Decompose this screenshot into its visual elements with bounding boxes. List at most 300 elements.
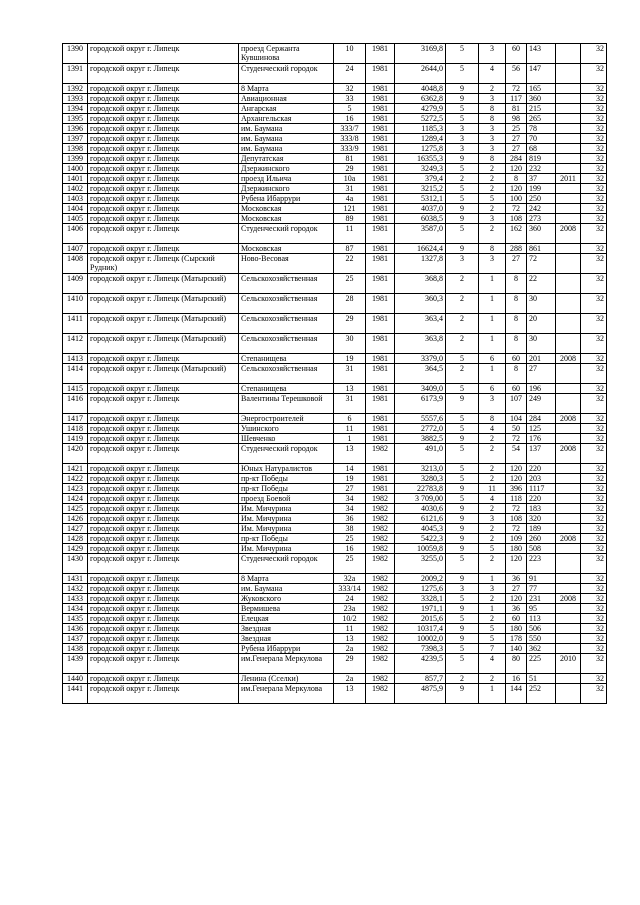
cell-municipality: городской округ г. Липецк [88, 634, 239, 644]
cell-apartments: 108 [506, 214, 527, 224]
cell-municipality: городской округ г. Липецк [88, 474, 239, 484]
cell-municipality: городской округ г. Липецк (Сырский Рудник) [88, 254, 239, 274]
cell-municipality: городской округ г. Липецк [88, 624, 239, 634]
cell-residents: 220 [527, 464, 556, 474]
cell-residents: 143 [527, 44, 556, 64]
cell-street: 8 Марта [239, 574, 334, 584]
cell-residents: 231 [527, 594, 556, 604]
cell-floors: 5 [446, 614, 479, 624]
table-row [63, 334, 607, 354]
cell-row-number: 1416 [63, 394, 88, 414]
cell-floors: 9 [446, 214, 479, 224]
cell-area: 1185,3 [395, 124, 446, 134]
cell-street: проезд Ильича [239, 174, 334, 184]
cell-apartments: 8 [506, 294, 527, 314]
cell-row-number: 1415 [63, 384, 88, 394]
cell-house-number: 333/8 [334, 134, 366, 144]
cell-area: 4030,6 [395, 504, 446, 514]
table-row [63, 474, 607, 484]
cell-apartments: 56 [506, 64, 527, 84]
cell-row-number: 1398 [63, 144, 88, 154]
cell-apartments: 8 [506, 174, 527, 184]
cell-area: 1289,4 [395, 134, 446, 144]
cell-floors: 9 [446, 574, 479, 584]
cell-apartments: 36 [506, 604, 527, 614]
cell-residents: 260 [527, 534, 556, 544]
cell-year-built: 1981 [366, 384, 395, 394]
cell-row-number: 1417 [63, 414, 88, 424]
cell-year-built: 1981 [366, 214, 395, 224]
cell-municipality: городской округ г. Липецк (Матырский) [88, 334, 239, 354]
cell-street: Архангельская [239, 114, 334, 124]
cell-floors: 5 [446, 64, 479, 84]
cell-row-number: 1412 [63, 334, 88, 354]
table-row [63, 144, 607, 154]
cell-municipality: городской округ г. Липецк [88, 584, 239, 594]
cell-repair-year [556, 494, 581, 504]
cell-residents: 72 [527, 254, 556, 274]
cell-street: Степанищева [239, 354, 334, 364]
cell-repair-year [556, 484, 581, 494]
cell-area: 3 709,00 [395, 494, 446, 504]
cell-house-number: 11 [334, 624, 366, 634]
table-row [63, 134, 607, 144]
cell-year-built: 1982 [366, 444, 395, 464]
cell-code: 32 [581, 464, 607, 474]
cell-row-number: 1413 [63, 354, 88, 364]
cell-code: 32 [581, 314, 607, 334]
table-row [63, 524, 607, 534]
table-body [63, 44, 607, 704]
cell-floors: 5 [446, 194, 479, 204]
cell-year-built: 1981 [366, 104, 395, 114]
cell-row-number: 1409 [63, 274, 88, 294]
cell-residents: 320 [527, 514, 556, 524]
cell-area: 1327,8 [395, 254, 446, 274]
cell-municipality: городской округ г. Липецк [88, 114, 239, 124]
cell-entrances: 3 [479, 124, 506, 134]
cell-street: Сельскохозяйственная [239, 314, 334, 334]
cell-municipality: городской округ г. Липецк [88, 154, 239, 164]
cell-residents: 273 [527, 214, 556, 224]
cell-floors: 5 [446, 644, 479, 654]
cell-house-number: 14 [334, 464, 366, 474]
cell-entrances: 2 [479, 174, 506, 184]
cell-repair-year: 2008 [556, 534, 581, 544]
cell-year-built: 1982 [366, 604, 395, 614]
cell-house-number: 25 [334, 534, 366, 544]
table-row [63, 574, 607, 584]
cell-house-number: 11 [334, 224, 366, 244]
cell-residents: 91 [527, 574, 556, 584]
cell-street: Сельскохозяйственная [239, 364, 334, 384]
cell-street: Студенческий городок [239, 554, 334, 574]
cell-entrances: 4 [479, 424, 506, 434]
cell-house-number: 22 [334, 254, 366, 274]
cell-area: 5272,5 [395, 114, 446, 124]
cell-residents: 78 [527, 124, 556, 134]
cell-floors: 5 [446, 384, 479, 394]
cell-repair-year [556, 614, 581, 624]
cell-apartments: 72 [506, 504, 527, 514]
cell-house-number: 10/2 [334, 614, 366, 624]
cell-row-number: 1414 [63, 364, 88, 384]
table-row [63, 194, 607, 204]
cell-area: 3215,2 [395, 184, 446, 194]
cell-code: 32 [581, 354, 607, 364]
cell-area: 4279,9 [395, 104, 446, 114]
cell-residents: 249 [527, 394, 556, 414]
cell-street: Им. Мичурина [239, 504, 334, 514]
cell-area: 16355,3 [395, 154, 446, 164]
cell-street: проезд Боевой [239, 494, 334, 504]
cell-row-number: 1421 [63, 464, 88, 474]
cell-year-built: 1982 [366, 684, 395, 704]
cell-repair-year: 2008 [556, 594, 581, 604]
cell-code: 32 [581, 494, 607, 504]
table-row [63, 634, 607, 644]
cell-apartments: 108 [506, 514, 527, 524]
cell-repair-year [556, 434, 581, 444]
cell-row-number: 1406 [63, 224, 88, 244]
cell-row-number: 1394 [63, 104, 88, 114]
cell-apartments: 80 [506, 654, 527, 674]
cell-row-number: 1418 [63, 424, 88, 434]
cell-entrances: 2 [479, 434, 506, 444]
cell-municipality: городской округ г. Липецк [88, 424, 239, 434]
cell-apartments: 27 [506, 584, 527, 594]
cell-year-built: 1981 [366, 294, 395, 314]
cell-street: Им. Мичурина [239, 524, 334, 534]
cell-municipality: городской округ г. Липецк [88, 164, 239, 174]
cell-year-built: 1982 [366, 524, 395, 534]
cell-street: Сельскохозяйственная [239, 334, 334, 354]
cell-code: 32 [581, 154, 607, 164]
cell-house-number: 333/9 [334, 144, 366, 154]
cell-area: 364,5 [395, 364, 446, 384]
cell-row-number: 1400 [63, 164, 88, 174]
cell-repair-year [556, 104, 581, 114]
cell-repair-year [556, 504, 581, 514]
cell-floors: 3 [446, 254, 479, 274]
cell-code: 32 [581, 544, 607, 554]
cell-entrances: 3 [479, 144, 506, 154]
cell-repair-year [556, 214, 581, 224]
cell-house-number: 31 [334, 364, 366, 384]
cell-street: Сельскохозяйственная [239, 294, 334, 314]
cell-residents: 176 [527, 434, 556, 444]
cell-apartments: 100 [506, 194, 527, 204]
cell-floors: 5 [446, 104, 479, 114]
cell-area: 857,7 [395, 674, 446, 684]
cell-street: 8 Марта [239, 84, 334, 94]
cell-floors: 2 [446, 294, 479, 314]
cell-code: 32 [581, 84, 607, 94]
cell-code: 32 [581, 44, 607, 64]
cell-house-number: 11 [334, 424, 366, 434]
cell-house-number: 34 [334, 494, 366, 504]
cell-house-number: 16 [334, 544, 366, 554]
cell-repair-year: 2011 [556, 174, 581, 184]
cell-residents: 265 [527, 114, 556, 124]
cell-area: 2015,6 [395, 614, 446, 624]
cell-street: им. Баумана [239, 584, 334, 594]
cell-repair-year [556, 384, 581, 394]
cell-entrances: 5 [479, 634, 506, 644]
table-row [63, 444, 607, 464]
cell-area: 2644,0 [395, 64, 446, 84]
cell-entrances: 2 [479, 524, 506, 534]
cell-area: 2772,0 [395, 424, 446, 434]
cell-area: 3255,0 [395, 554, 446, 574]
cell-apartments: 25 [506, 124, 527, 134]
cell-year-built: 1981 [366, 154, 395, 164]
cell-area: 6038,5 [395, 214, 446, 224]
cell-code: 32 [581, 204, 607, 214]
cell-area: 360,3 [395, 294, 446, 314]
cell-floors: 3 [446, 124, 479, 134]
cell-year-built: 1982 [366, 674, 395, 684]
cell-year-built: 1982 [366, 534, 395, 544]
table-row [63, 44, 607, 64]
cell-entrances: 2 [479, 504, 506, 514]
cell-area: 5557,6 [395, 414, 446, 424]
cell-floors: 9 [446, 484, 479, 494]
cell-street: Им. Мичурина [239, 514, 334, 524]
cell-apartments: 50 [506, 424, 527, 434]
cell-year-built: 1981 [366, 314, 395, 334]
cell-residents: 68 [527, 144, 556, 154]
cell-residents: 220 [527, 494, 556, 504]
cell-entrances: 2 [479, 204, 506, 214]
cell-municipality: городской округ г. Липецк [88, 544, 239, 554]
cell-street: Студенческий городок [239, 224, 334, 244]
cell-house-number: 333/14 [334, 584, 366, 594]
cell-area: 10317,4 [395, 624, 446, 634]
cell-year-built: 1981 [366, 244, 395, 254]
cell-year-built: 1981 [366, 84, 395, 94]
cell-entrances: 2 [479, 184, 506, 194]
cell-residents: 506 [527, 624, 556, 634]
cell-code: 32 [581, 474, 607, 484]
cell-residents: 27 [527, 364, 556, 384]
cell-code: 32 [581, 224, 607, 244]
cell-street: Дзержинского [239, 164, 334, 174]
cell-municipality: городской округ г. Липецк (Матырский) [88, 314, 239, 334]
cell-code: 32 [581, 274, 607, 294]
cell-residents: 508 [527, 544, 556, 554]
cell-area: 379,4 [395, 174, 446, 184]
cell-entrances: 8 [479, 104, 506, 114]
cell-residents: 284 [527, 414, 556, 424]
cell-residents: 861 [527, 244, 556, 254]
cell-house-number: 13 [334, 684, 366, 704]
cell-house-number: 10 [334, 44, 366, 64]
cell-street: Юных Натуралистов [239, 464, 334, 474]
table-row [63, 484, 607, 494]
cell-row-number: 1437 [63, 634, 88, 644]
cell-row-number: 1411 [63, 314, 88, 334]
cell-residents: 242 [527, 204, 556, 214]
cell-residents: 20 [527, 314, 556, 334]
cell-code: 32 [581, 384, 607, 394]
cell-house-number: 34 [334, 504, 366, 514]
cell-year-built: 1981 [366, 434, 395, 444]
cell-floors: 2 [446, 674, 479, 684]
cell-repair-year: 2008 [556, 354, 581, 364]
table-row [63, 654, 607, 674]
cell-entrances: 2 [479, 444, 506, 464]
cell-municipality: городской округ г. Липецк [88, 464, 239, 474]
cell-floors: 9 [446, 604, 479, 614]
cell-residents: 189 [527, 524, 556, 534]
cell-area: 22783,8 [395, 484, 446, 494]
cell-entrances: 2 [479, 474, 506, 484]
cell-municipality: городской округ г. Липецк [88, 654, 239, 674]
table-row [63, 684, 607, 704]
cell-apartments: 54 [506, 444, 527, 464]
cell-area: 6121,6 [395, 514, 446, 524]
cell-area: 3328,1 [395, 594, 446, 604]
cell-floors: 9 [446, 504, 479, 514]
cell-floors: 3 [446, 134, 479, 144]
cell-floors: 9 [446, 394, 479, 414]
cell-code: 32 [581, 104, 607, 114]
cell-municipality: городской округ г. Липецк [88, 414, 239, 424]
cell-entrances: 11 [479, 484, 506, 494]
cell-residents: 223 [527, 554, 556, 574]
cell-residents: 51 [527, 674, 556, 684]
cell-house-number: 29 [334, 314, 366, 334]
table-row [63, 64, 607, 84]
cell-year-built: 1981 [366, 464, 395, 474]
cell-floors: 5 [446, 424, 479, 434]
cell-apartments: 72 [506, 434, 527, 444]
cell-code: 32 [581, 514, 607, 524]
cell-area: 4048,8 [395, 84, 446, 94]
cell-year-built: 1981 [366, 484, 395, 494]
cell-year-built: 1981 [366, 44, 395, 64]
cell-municipality: городской округ г. Липецк [88, 614, 239, 624]
cell-apartments: 178 [506, 634, 527, 644]
cell-area: 363,4 [395, 314, 446, 334]
cell-row-number: 1435 [63, 614, 88, 624]
cell-entrances: 8 [479, 114, 506, 124]
cell-code: 32 [581, 644, 607, 654]
cell-floors: 2 [446, 174, 479, 184]
cell-street: Студенческий городок [239, 64, 334, 84]
cell-street: Московская [239, 214, 334, 224]
cell-house-number: 29 [334, 654, 366, 674]
cell-residents: 199 [527, 184, 556, 194]
cell-entrances: 1 [479, 684, 506, 704]
cell-row-number: 1419 [63, 434, 88, 444]
cell-street: Ленина (Сселки) [239, 674, 334, 684]
cell-floors: 9 [446, 634, 479, 644]
cell-apartments: 27 [506, 134, 527, 144]
cell-residents: 360 [527, 224, 556, 244]
cell-repair-year [556, 194, 581, 204]
cell-row-number: 1420 [63, 444, 88, 464]
cell-apartments: 8 [506, 314, 527, 334]
cell-code: 32 [581, 394, 607, 414]
cell-apartments: 117 [506, 94, 527, 104]
cell-street: им.Генерала Меркулова [239, 684, 334, 704]
cell-street: Московская [239, 244, 334, 254]
cell-street: Сельскохозяйственная [239, 274, 334, 294]
cell-row-number: 1395 [63, 114, 88, 124]
cell-year-built: 1981 [366, 414, 395, 424]
table-row [63, 214, 607, 224]
cell-house-number: 30 [334, 334, 366, 354]
table-row [63, 254, 607, 274]
cell-code: 32 [581, 64, 607, 84]
cell-street: Студенческий городок [239, 444, 334, 464]
cell-area: 4037,0 [395, 204, 446, 214]
cell-street: Степанищева [239, 384, 334, 394]
cell-house-number: 38 [334, 524, 366, 534]
cell-residents: 30 [527, 334, 556, 354]
cell-row-number: 1391 [63, 64, 88, 84]
cell-street: Авиационная [239, 94, 334, 104]
cell-apartments: 288 [506, 244, 527, 254]
cell-house-number: 25 [334, 554, 366, 574]
cell-repair-year [556, 294, 581, 314]
cell-residents: 215 [527, 104, 556, 114]
cell-area: 3587,0 [395, 224, 446, 244]
cell-row-number: 1423 [63, 484, 88, 494]
cell-floors: 5 [446, 474, 479, 484]
cell-repair-year [556, 154, 581, 164]
cell-area: 6173,9 [395, 394, 446, 414]
cell-entrances: 1 [479, 314, 506, 334]
cell-municipality: городской округ г. Липецк [88, 534, 239, 544]
cell-repair-year [556, 584, 581, 594]
cell-repair-year [556, 274, 581, 294]
cell-municipality: городской округ г. Липецк [88, 204, 239, 214]
cell-municipality: городской округ г. Липецк [88, 214, 239, 224]
cell-entrances: 1 [479, 574, 506, 584]
cell-area: 363,8 [395, 334, 446, 354]
cell-area: 2009,2 [395, 574, 446, 584]
table-row [63, 464, 607, 474]
cell-code: 32 [581, 174, 607, 184]
cell-code: 32 [581, 584, 607, 594]
cell-row-number: 1392 [63, 84, 88, 94]
cell-municipality: городской округ г. Липецк [88, 574, 239, 584]
cell-residents: 362 [527, 644, 556, 654]
cell-row-number: 1397 [63, 134, 88, 144]
cell-entrances: 2 [479, 224, 506, 244]
cell-code: 32 [581, 244, 607, 254]
cell-street: Звездная [239, 634, 334, 644]
cell-entrances: 6 [479, 384, 506, 394]
cell-floors: 9 [446, 514, 479, 524]
cell-municipality: городской округ г. Липецк [88, 684, 239, 704]
cell-year-built: 1981 [366, 164, 395, 174]
cell-year-built: 1982 [366, 654, 395, 674]
cell-floors: 5 [446, 464, 479, 474]
cell-apartments: 180 [506, 624, 527, 634]
cell-row-number: 1433 [63, 594, 88, 604]
cell-street: Шевченко [239, 434, 334, 444]
cell-apartments: 162 [506, 224, 527, 244]
cell-repair-year [556, 644, 581, 654]
cell-apartments: 72 [506, 204, 527, 214]
cell-apartments: 140 [506, 644, 527, 654]
cell-street: им. Баумана [239, 124, 334, 134]
table-row [63, 394, 607, 414]
